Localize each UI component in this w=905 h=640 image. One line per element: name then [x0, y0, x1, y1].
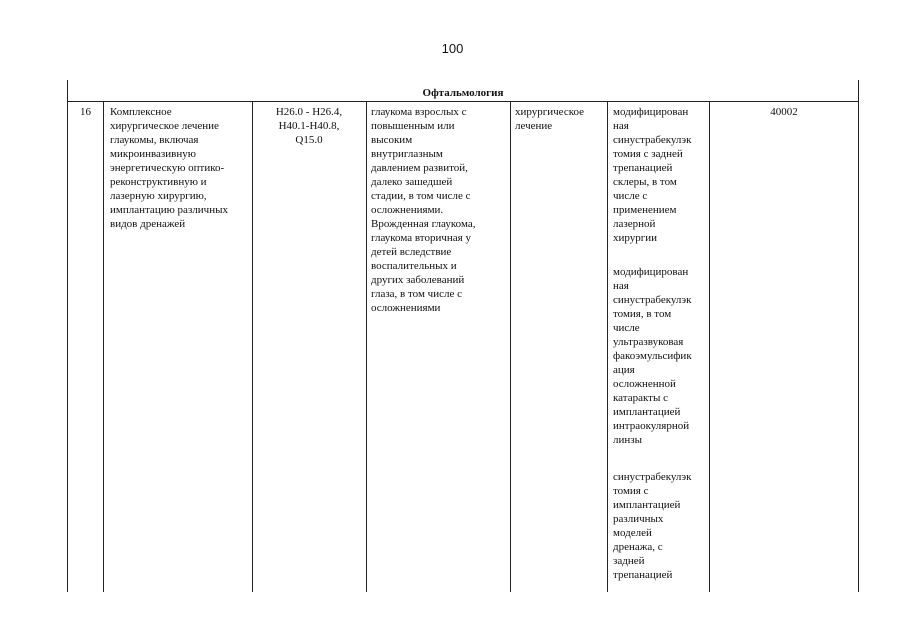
treatment-method: синустрабекулэк томия с имплантацией различных моделей дренажа, с задней трепанацией — [613, 471, 692, 581]
treatment-method: модифицирован ная синустрабекулэк томия, в том числе ультразвуковая факоэмульсифик ация осложненной катаракты с имплантацией интраокулярной линзы — [613, 266, 692, 446]
diagnosis-codes: H26.0 - H26.4, H40.1-H40.8, Q15.0 — [275, 106, 343, 146]
section-title: Офтальмология — [422, 87, 504, 99]
column-divider-4 — [510, 101, 511, 592]
intervention-description: Комплексное хирургическое лечение глаукомы, включая микроинвазивную энергетическую оптико- реконструктивную и лазерную хирургию, имплантацию различных видов дренажей — [110, 106, 228, 230]
row-number: 16 — [80, 106, 91, 118]
table-border-left — [67, 80, 68, 592]
column-divider-2 — [252, 101, 253, 592]
column-divider-1 — [103, 101, 104, 592]
cost-value: 40002 — [770, 106, 798, 118]
column-divider-6 — [709, 101, 710, 592]
page-number: 100 — [441, 41, 464, 56]
section-divider — [67, 101, 859, 102]
column-divider-5 — [607, 101, 608, 592]
table-border-right — [858, 80, 859, 592]
column-divider-3 — [366, 101, 367, 592]
treatment-method: модифицирован ная синустрабекулэк томия с задней трепанацией склеры, в том числе с применением лазерной хирургии — [613, 106, 692, 244]
diagnosis-description: глаукома взрослых с повышенным или высоким внутриглазным давлением развитой, далеко зашедшей стадии, в том числе с осложнениями. Врожденная глаукома, глаукома вторичная у детей вследствие воспалительных и других заболеваний глаза, в том числе с осложнениями — [371, 106, 476, 314]
treatment-type: хирургическое лечение — [515, 106, 585, 132]
